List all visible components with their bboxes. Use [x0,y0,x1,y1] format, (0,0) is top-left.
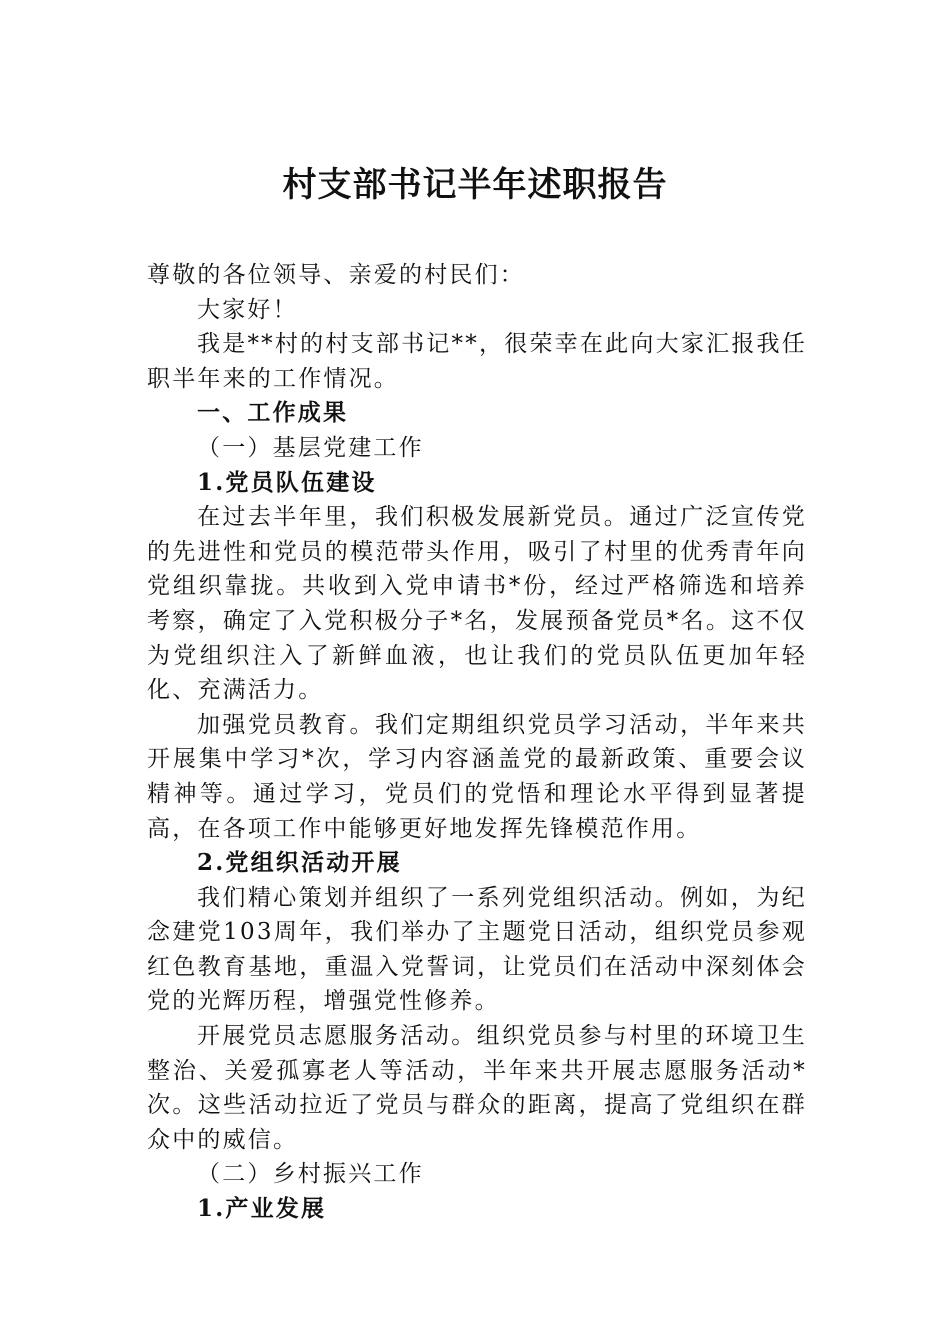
document-body [147,258,807,1227]
item-heading-industry: 1.产业发展 [197,1195,327,1223]
subsection-heading-party-building: （一）基层党建工作 [197,434,424,461]
document-title: 村支部书记半年述职报告 [282,165,668,205]
salutation: 尊敬的各位领导、亲爱的村民们： [147,262,525,288]
section-heading-achievements: 一、工作成果 [197,399,349,427]
item-heading-member-team: 1.党员队伍建设 [197,468,377,496]
intro-paragraph: 我是**村的村支部书记**，很荣幸在此向大家汇报我任职半年来的工作情况。 [147,331,807,392]
item-heading-party-activities: 2.党组织活动开展 [197,849,402,877]
paragraph-new-members: 在过去半年里，我们积极发展新党员。通过广泛宣传党的先进性和党员的模范带头作用，吸引了村里的优秀青年向党组织靠拢。共收到入党申请书*份，经过严格筛选和培养考察，确定了入党积极分子*名，发展预备党员*名。这不仅为党组织注入了新鲜血液，也让我们的党员队伍更加年轻化、充满活力。 [147,504,807,704]
paragraph-member-education: 加强党员教育。我们定期组织党员学习活动，半年来共开展集中学习*次，学习内容涵盖党的最新政策、重要会议精神等。通过学习，党员们的党悟和理论水平得到显著提高，在各项工作中能够更好地发挥先锋模范作用。 [147,711,807,842]
paragraph-party-day: 我们精心策划并组织了一系列党组织活动。例如，为纪念建党103周年，我们举办了主题党日活动，组织党员参观红色教育基地，重温入党誓词，让党员们在活动中深刻体会党的光辉历程，增强党性修养。 [147,884,807,1015]
subsection-heading-rural-revitalization: （二）乡村振兴工作 [197,1161,424,1188]
paragraph-volunteer-service: 开展党员志愿服务活动。组织党员参与村里的环境卫生整治、关爱孤寡老人等活动，半年来共开展志愿服务活动*次。这些活动拉近了党员与群众的距离，提高了党组织在群众中的威信。 [147,1023,807,1153]
greeting: 大家好！ [197,296,298,323]
